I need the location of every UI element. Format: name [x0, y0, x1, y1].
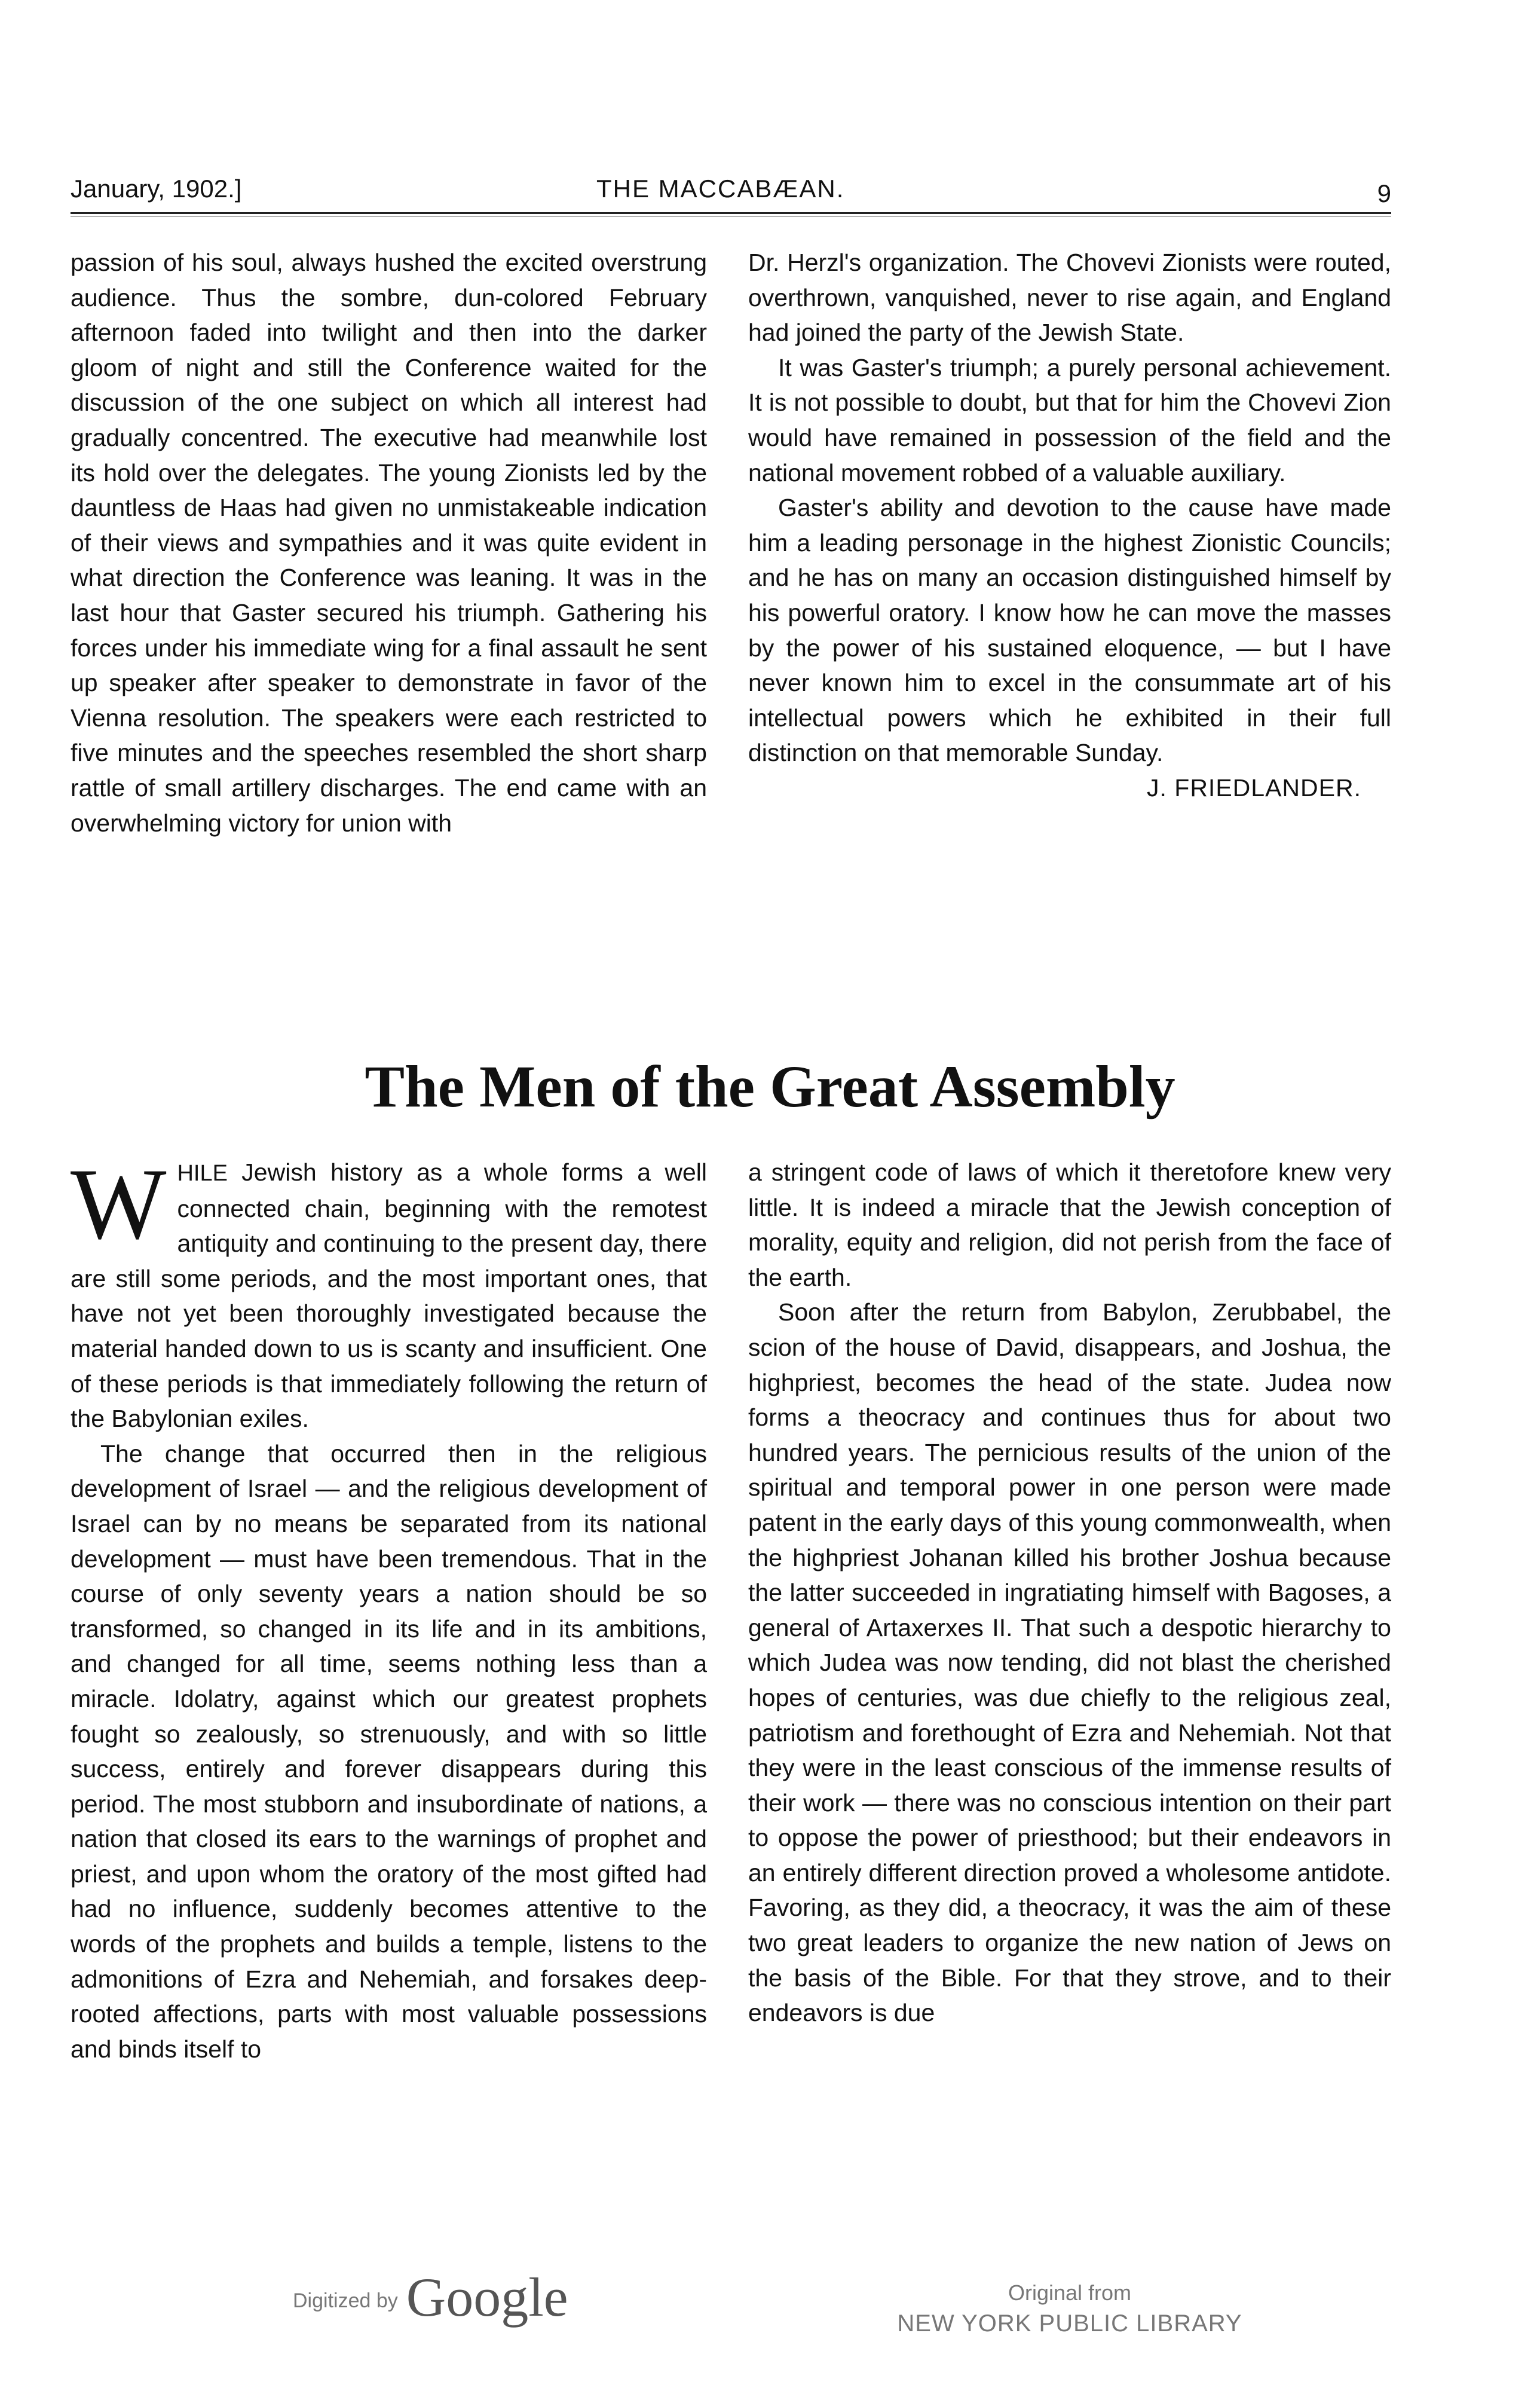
opening-paragraph	[71, 1148, 707, 1436]
digitized-by-label: Digitized by	[293, 2289, 398, 2312]
header-date: January, 1902.]	[71, 175, 242, 203]
original-from-label: Original from	[1008, 2280, 1132, 2305]
author-signature: J. FRIEDLANDER.	[1147, 773, 1361, 802]
digitized-by-watermark	[293, 2265, 568, 2329]
library-name: NEW YORK PUBLIC LIBRARY	[897, 2310, 1242, 2337]
header-rule-secondary	[71, 216, 1391, 217]
top-left-column	[71, 245, 707, 840]
paragraph: Soon after the return from Babylon, Zerubbabel, the scion of the house of David, disappears, and Joshua, the highpriest, becomes the head of the state. Judea now forms a theocracy and continues thus for about two hundred years. The pernicious results of the union of the spiritual and temporal power in one person were made patent in the early days of this young commonwealth, when the highpriest Johanan killed his brother Joshua because the latter succeeded in ingratiating himself with Bagoses, a general of Artaxerxes II. That such a despotic hierarchy to which Judea was now tending, did not blast the cherished hopes of centuries, was due chiefly to the religious zeal, patriotism and forethought of Ezra and Nehemiah. Not that they were in the least conscious of the immense results of their work — there was no conscious intention on their part to oppose the power of priesthood; but their endeavors in an entirely different direction proved a wholesome antidote. Favoring, as they did, a theocracy, it was the aim of these two great leaders to organize the new nation of Jews on the basis of the Bible. For that they strove, and to their endeavors is due	[748, 1298, 1391, 2027]
paragraph: It was Gaster's triumph; a purely personal achievement. It is not possible to doubt, but that for him the Chovevi Zion would have remained in possession of the field and the national movement robbed of a valuable auxiliary.	[748, 353, 1391, 487]
opening-smallcaps: HILE	[177, 1161, 228, 1186]
article-right-column	[748, 1155, 1391, 2031]
paragraph: The change that occurred then in the religious development of Israel — and the religious development of Israel can by no means be separated from its national development — must have been tremendous. That in the course of only seventy years a nation should be so transformed, so changed in its life and in its ambitions, and changed for all time, seems nothing less than a miracle. Idolatry, against which our greatest prophets fought so zealously, so strenuously, and with so little success, entirely and forever disappears during this period. The most stubborn and insubordinate of nations, a nation that closed its ears to the warnings of prophet and priest, and upon whom the oratory of the most gifted had had no influence, suddenly becomes attentive to the words of the prophets and builds a temple, listens to the admonitions of Ezra and Nehemiah, and forsakes deep-rooted affections, parts with most valuable possessions and binds itself to	[71, 1439, 707, 2063]
running-header	[71, 169, 1391, 209]
top-right-column	[748, 245, 1391, 806]
opening-text: Jewish history as a whole forms a well connected chain, beginning with the remotest antiquity and continuing to the present day, there are still some periods, and the most important ones, that have not yet been thoroughly investigated because the material handed down to us is scanty and insufficient. One of these periods is that immediately following the return of the Babylonian exiles.	[71, 1158, 707, 1433]
continued-paragraph: passion of his soul, always hushed the excited overstrung audience. Thus the sombre, dun-colored February afternoon faded into twilight and then into the darker gloom of night and still the Conference waited for the discussion of the one subject on which all interest had gradually concentred. The executive had meanwhile lost its hold over the delegates. The young Zionists led by the dauntless de Haas had given no unmistakeable indication of their views and sympathies and it was quite evident in what direction the Conference was leaning. It was in the last hour that Gaster secured his triumph. Gathering his forces under his immediate wing for a final assault he sent up speaker after speaker to demonstrate in favor of the Vienna resolution. The speakers were each restricted to five minutes and the speeches resembled the short sharp rattle of small artillery discharges. The end came with an overwhelming victory for union with	[71, 249, 707, 837]
article-title: The Men of the Great Assembly	[365, 1053, 1175, 1120]
drop-cap: W	[71, 1148, 167, 1260]
paragraph: Dr. Herzl's organization. The Chovevi Zionists were routed, overthrown, vanquished, never to rise again, and England had joined the party of the Jewish State.	[748, 249, 1391, 347]
header-rule	[71, 212, 1391, 214]
google-logo: Google	[406, 2267, 568, 2328]
original-from-watermark	[890, 2279, 1249, 2340]
paragraph: Gaster's ability and devotion to the cause have made him a leading personage in the highest Zionistic Councils; and he has on many an occasion distinguished himself by his powerful oratory. I know how he can move the masses by the power of his sustained eloquence, — but I have never known him to excel in the consummate art of his intellectual powers which he exhibited in their full distinction on that memorable Sunday.	[748, 494, 1391, 767]
header-journal-title: THE MACCABÆAN.	[596, 175, 845, 203]
paragraph: a stringent code of laws of which it theretofore knew very little. It is indeed a miracle that the Jewish conception of morality, equity and religion, did not perish from the face of the earth.	[748, 1158, 1391, 1291]
page-number: 9	[1377, 179, 1391, 207]
article-left-column	[71, 1148, 707, 2066]
